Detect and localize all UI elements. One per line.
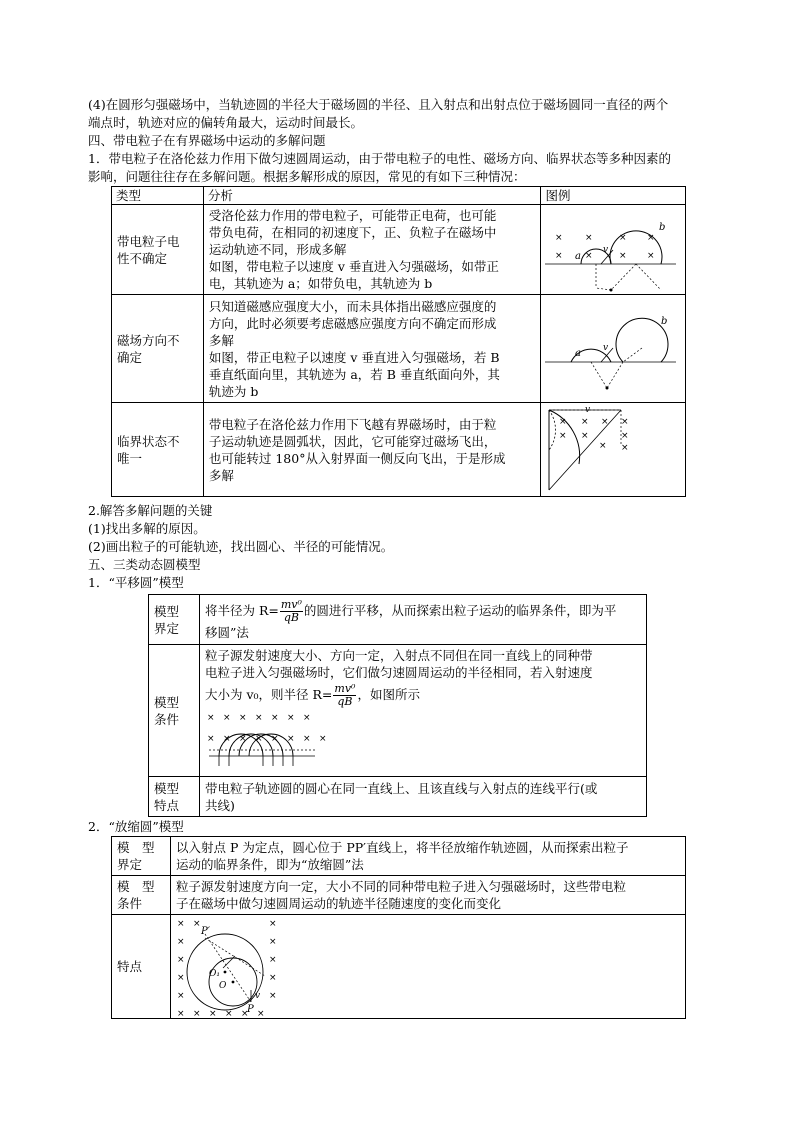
row-type-charge: 带电粒子电 性不确定 [112, 205, 204, 295]
label-v3: v [585, 404, 591, 415]
figure-critical [541, 403, 686, 497]
svg-text:×: × [269, 972, 277, 983]
svg-text:×: × [621, 442, 629, 453]
label-p: P [247, 1003, 254, 1015]
svg-text:×: × [177, 954, 185, 965]
t2-label-feature: 模型 特点 [149, 777, 200, 817]
figure-field [541, 295, 686, 403]
t2-feature: 带电粒子轨迹圆的圆心在同一直线上、且该直线与入射点的连线平行(或 共线) [200, 777, 647, 817]
svg-text:×: × [223, 734, 231, 744]
translation-circle-diagram [205, 710, 335, 768]
field-direction-diagram [541, 296, 680, 402]
svg-text:×: × [287, 734, 295, 744]
svg-text:×: × [225, 1008, 233, 1018]
section4-heading: 四、带电粒子在有界磁场中运动的多解问题 [88, 133, 326, 148]
svg-text:×: × [555, 232, 563, 243]
t2-def-text-a: 将半径为 R= [205, 602, 279, 618]
svg-text:×: × [207, 734, 215, 744]
svg-text:×: × [303, 734, 311, 744]
t2-label-condition: 模型 条件 [149, 645, 200, 777]
para1-line2: 影响，问题往往存在多解问题。根据多解形成的原因，常见的有如下三种情况： [88, 169, 526, 184]
t3-label-definition: 模 型 界定 [112, 837, 171, 876]
svg-text:×: × [585, 250, 593, 261]
charge-trajectory-diagram [541, 206, 680, 294]
section5-heading: 五、三类动态圆模型 [88, 557, 201, 572]
item4-line2: 端点时，轨迹对应的偏转角最大，运动时间最长。 [88, 115, 364, 130]
svg-text:×: × [269, 918, 277, 929]
svg-text:×: × [269, 936, 277, 947]
label-a2: a [575, 347, 582, 359]
radius-fraction: $\frac{\text{mv⁰}}{qB}$ [280, 597, 302, 624]
svg-text:×: × [177, 990, 185, 1001]
header-type: 类型 [112, 187, 204, 205]
svg-text:×: × [255, 734, 263, 744]
label-a: a [575, 250, 582, 262]
svg-text:×: × [585, 232, 593, 243]
critical-state-diagram [541, 404, 680, 496]
svg-text:×: × [177, 918, 185, 929]
radius-fraction-2: $\frac{\text{mv⁰}}{qB}$ [334, 682, 356, 708]
header-figure: 图例 [541, 187, 686, 205]
svg-text:×: × [647, 232, 655, 243]
svg-text:×: × [599, 440, 607, 451]
t3-label-feature: 特点 [112, 915, 171, 1019]
translation-circle-heading: 1．“平移圆”模型 [88, 575, 184, 590]
svg-text:×: × [303, 713, 311, 723]
svg-text:×: × [581, 416, 589, 427]
item4-line1: (4)在圆形匀强磁场中，当轨迹圆的半径大于磁场圆的半径、且入射点和出射点位于磁场圆同一直径的两个 [88, 97, 669, 112]
svg-text:×: × [559, 416, 567, 427]
svg-text:×: × [177, 1008, 185, 1018]
svg-text:×: × [647, 250, 655, 261]
label-p-prime: P′ [201, 925, 210, 937]
svg-text:×: × [319, 734, 327, 744]
label-o: O [219, 980, 227, 991]
t2-def-text-b: 的圆进行平移，从而探索出粒子运动的临界条件，即为平 [303, 602, 617, 618]
t2-cond-line3b: ，如图所示 [357, 687, 420, 702]
svg-text:×: × [177, 936, 185, 947]
svg-text:×: × [287, 713, 295, 723]
label-b: b [659, 221, 666, 233]
svg-text:×: × [271, 734, 279, 744]
zoom-circle-diagram [175, 916, 285, 1018]
row-type-critical: 临界状态不 唯一 [112, 403, 204, 497]
t3-label-condition: 模 型 条件 [112, 876, 171, 915]
svg-text:×: × [601, 416, 609, 427]
svg-text:×: × [193, 918, 201, 929]
t2-def-text-c: 移圆”法 [205, 624, 249, 640]
label-v5: v [255, 990, 261, 1001]
svg-text:×: × [177, 972, 185, 983]
svg-text:×: × [255, 713, 263, 723]
label-v: v [603, 244, 609, 255]
para2-item2: (2)画出粒子的可能轨迹，找出圆心、半径的可能情况。 [88, 539, 394, 554]
svg-text:×: × [619, 250, 627, 261]
t2-cond-line2: 电粒子进入匀强磁场时，它们做匀速圆周运动的半径相同，若入射速度 [205, 665, 593, 680]
row-analysis-charge: 受洛伦兹力作用的带电粒子，可能带正电荷，也可能 带负电荷，在相同的初速度下，正、负粒子在磁场中 运动轨迹不同，形成多解 如图，带电粒子以速度 v 垂直进入匀强磁场，如带正 电，其轨迹为 a；如带负电，其轨迹为 b [203, 205, 541, 295]
t2-condition [200, 645, 647, 777]
svg-text:×: × [621, 416, 629, 427]
svg-text:×: × [269, 954, 277, 965]
svg-text:×: × [239, 734, 247, 744]
row-analysis-critical: 带电粒子在洛伦兹力作用下飞越有界磁场时，由于粒 子运动轨迹是圆弧状，因此，它可能穿过磁场飞出， 也可能转过 180°从入射界面一侧反向飞出，于是形成 多解 [203, 403, 541, 497]
t2-definition [200, 595, 647, 645]
figure-charge [541, 205, 686, 295]
t2-cond-line3a: 大小为 v₀，则半径 R= [205, 687, 333, 702]
svg-text:×: × [257, 1008, 265, 1018]
svg-text:×: × [241, 1008, 249, 1018]
label-b2: b [661, 315, 668, 327]
row-type-field: 磁场方向不 确定 [112, 295, 204, 403]
label-v2: v [603, 342, 609, 353]
svg-text:×: × [555, 250, 563, 261]
multi-solution-table [111, 186, 686, 497]
zoom-circle-heading: 2．“放缩圆”模型 [88, 819, 184, 834]
svg-text:×: × [619, 232, 627, 243]
svg-text:×: × [581, 430, 589, 441]
svg-text:×: × [621, 430, 629, 441]
header-analysis: 分析 [203, 187, 541, 205]
label-o1: O₁ [209, 968, 220, 979]
svg-text:×: × [207, 713, 215, 723]
t3-definition: 以入射点 P 为定点，圆心位于 PP′直线上，将半径放缩作轨迹圆，从而探索出粒子 运动的临界条件，即为“放缩圆”法 [171, 837, 686, 876]
t3-figure [171, 915, 686, 1019]
zoom-circle-table [111, 836, 686, 1019]
svg-text:×: × [271, 713, 279, 723]
t3-condition: 粒子源发射速度方向一定，大小不同的同种带电粒子进入匀强磁场时，这些带电粒 子在磁场中做匀速圆周运动的轨迹半径随速度的变化而变化 [171, 876, 686, 915]
translation-circle-table [148, 594, 647, 817]
row-analysis-field: 只知道磁感应强度大小，而未具体指出磁感应强度的 方向，此时必须要考虑磁感应强度方向不确定而形成 多解 如图，带正电粒子以速度 v 垂直进入匀强磁场，若 B 垂直纸面向里，其轨迹为 a，若 B 垂直纸面向外，其 轨迹为 b [203, 295, 541, 403]
svg-text:×: × [559, 430, 567, 441]
para2-item1: (1)找出多解的原因。 [88, 521, 206, 536]
para2-heading: 2.解答多解问题的关键 [88, 503, 213, 518]
t2-cond-line1: 粒子源发射速度大小、方向一定，入射点不同但在同一直线上的同种带 [205, 648, 593, 663]
svg-text:×: × [239, 713, 247, 723]
t2-label-definition: 模型 界定 [149, 595, 200, 645]
svg-text:×: × [223, 713, 231, 723]
para1-line1: 1．带电粒子在洛伦兹力作用下做匀速圆周运动，由于带电粒子的电性、磁场方向、临界状态等多种因素的 [88, 151, 671, 166]
svg-text:×: × [193, 1008, 201, 1018]
svg-text:×: × [209, 1008, 217, 1018]
svg-text:×: × [269, 990, 277, 1001]
